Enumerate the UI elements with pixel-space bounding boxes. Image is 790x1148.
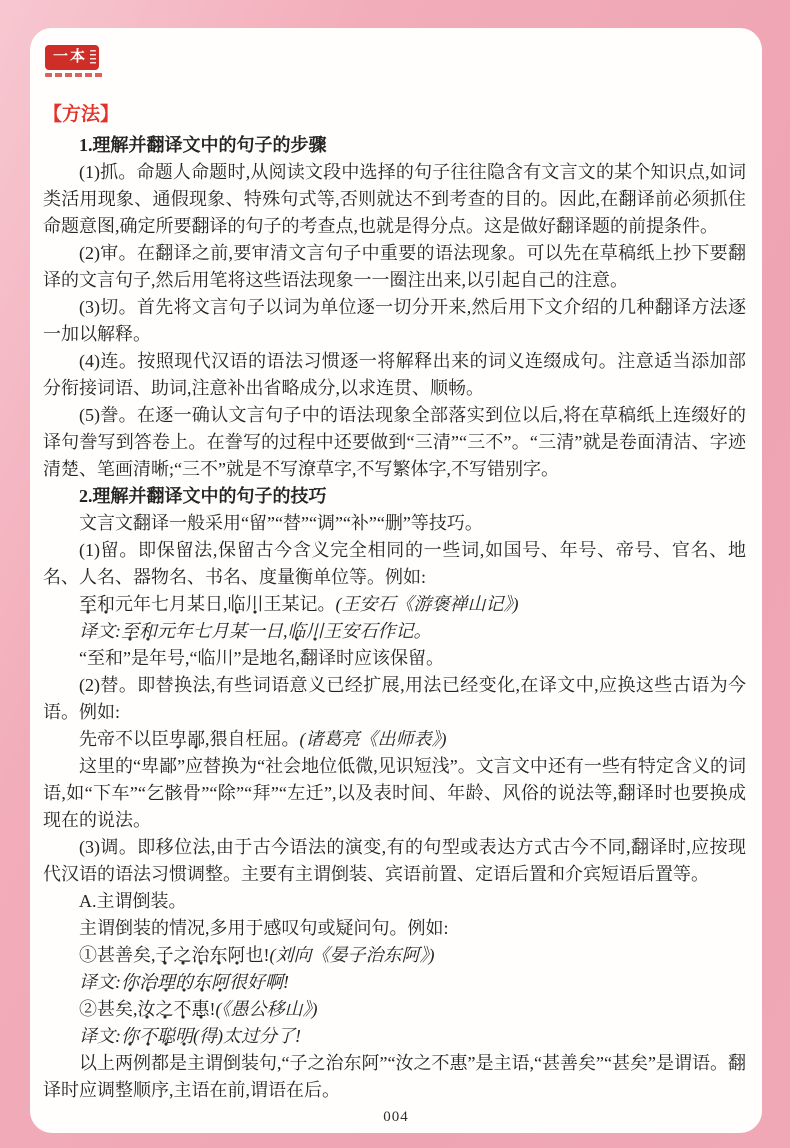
paragraph xyxy=(43,1023,746,1050)
emphasized-text-run: 你治理的东阿 xyxy=(121,972,229,992)
paragraph xyxy=(43,753,746,834)
brand-logo-side-marks-icon xyxy=(90,50,96,64)
text-run: (1)抓。命题人命题时,从阅读文段中选择的句子往往隐含有文言文的某个知识点,如词类活用现象、通假现象、特殊句式等,否则就达不到考查的目的。因此,在翻译前必须抓住命题意图,确定所要翻译的句子的考查点,也就是得分点。这是做好翻译题的前提条件。 xyxy=(43,162,746,236)
text-run: (3)切。首先将文言句子以词为单位逐一切分开来,然后用下文介绍的几种翻译方法逐一加以解释。 xyxy=(43,297,746,344)
heading-paragraph xyxy=(43,132,746,159)
paragraph xyxy=(43,1050,746,1104)
paragraph xyxy=(43,942,746,969)
page-number: 004 xyxy=(383,1109,409,1125)
paragraph xyxy=(43,645,746,672)
text-run: 王某记。 xyxy=(263,594,336,614)
text-run: (刘向《晏子治东阿》) xyxy=(269,945,435,965)
text-run: 以上两例都是主谓倒装句,“子之治东阿”“汝之不惠”是主语,“甚善矣”“甚矣”是谓语。翻译时应调整顺序,主语在前,谓语在后。 xyxy=(43,1053,746,1100)
paragraph xyxy=(43,510,746,537)
text-run: 1.理解并翻译文中的句子的步骤 xyxy=(79,135,327,155)
text-run: (得)太过分了! xyxy=(193,1026,301,1046)
emphasized-text-run: 子之治东阿 xyxy=(155,945,246,965)
paragraph xyxy=(43,294,746,348)
text-run: 也! xyxy=(245,945,270,965)
text-run: (1)留。即保留法,保留古今含义完全相同的一些词,如国号、年号、帝号、官名、地名、人名、器物名、书名、度量衡单位等。例如: xyxy=(43,540,746,587)
page-content-card xyxy=(30,28,762,1133)
text-run: (3)调。即移位法,由于古今语法的演变,有的句型或表达方式古今不同,翻译时,应按现代汉语的语法习惯调整。主要有主谓倒装、宾语前置、定语后置和介宾短语后置等。 xyxy=(43,837,746,884)
emphasized-text-run: 临川 xyxy=(227,594,264,614)
emphasized-text-run: 至和 xyxy=(79,594,115,614)
paragraph xyxy=(43,834,746,888)
text-run: 元年七月某日, xyxy=(115,594,228,614)
text-run: 王安石作记。 xyxy=(323,621,432,641)
section-label-method: 【方法】 xyxy=(43,104,120,125)
emphasized-text-run: 至和 xyxy=(121,621,157,641)
emphasized-text-run: 卑鄙 xyxy=(169,729,205,749)
paragraph xyxy=(43,348,746,402)
brand-logo-text: 一本 xyxy=(52,49,87,65)
text-run: (王安石《游褒禅山记》) xyxy=(335,594,519,614)
emphasized-text-run: 你不聪明 xyxy=(121,1026,193,1046)
paragraph xyxy=(43,537,746,591)
text-run: (4)连。按照现代汉语的语法习惯逐一将解释出来的词义连缀成句。注意适当添加部分衔接词语、助词,注意补出省略成分,以求连贯、顺畅。 xyxy=(43,351,746,398)
text-run: “至和”是年号,“临川”是地名,翻译时应该保留。 xyxy=(79,648,444,668)
paragraph xyxy=(43,240,746,294)
text-run: 主谓倒装的情况,多用于感叹句或疑问句。例如: xyxy=(79,918,449,938)
text-run: (诸葛亮《出师表》) xyxy=(299,729,447,749)
brand-logo-subtext-marks xyxy=(45,73,103,77)
text-run: 文言文翻译一般采用“留”“替”“调”“补”“删”等技巧。 xyxy=(79,513,483,533)
text-run: (2)替。即替换法,有些词语意义已经扩展,用法已经变化,在译文中,应换这些古语为今语。例如: xyxy=(43,675,746,722)
text-run: ①甚善矣, xyxy=(79,945,156,965)
text-run: ②甚矣, xyxy=(79,999,138,1019)
text-run: A.主谓倒装。 xyxy=(79,891,187,911)
paragraph xyxy=(43,969,746,996)
text-run: 很好啊! xyxy=(229,972,289,992)
text-run: (2)审。在翻译之前,要审清文言句子中重要的语法现象。可以先在草稿纸上抄下要翻译的文言句子,然后用笔将这些语法现象一一圈注出来,以引起自己的注意。 xyxy=(43,243,746,290)
paragraph xyxy=(43,915,746,942)
brand-logo xyxy=(45,45,746,77)
paragraph xyxy=(43,618,746,645)
paragraph xyxy=(43,726,746,753)
text-run: (《愚公移山》) xyxy=(215,999,318,1019)
text-run: (5)誊。在逐一确认文言句子中的语法现象全部落实到位以后,将在草稿纸上连缀好的译句誊写到答卷上。在誊写的过程中还要做到“三清”“三不”。“三清”就是卷面清洁、字迹清楚、笔画清晰;“三不”就是不写潦草字,不写繁体字,不写错别字。 xyxy=(43,405,746,479)
emphasized-text-run: 临川 xyxy=(287,621,324,641)
emphasized-text-run: 汝之不惠 xyxy=(137,999,210,1019)
paragraph xyxy=(43,159,746,240)
text-run: 译文: xyxy=(79,1026,121,1046)
paragraph xyxy=(43,996,746,1023)
text-run: 先帝不以臣 xyxy=(79,729,169,749)
text-run: 译文: xyxy=(79,972,121,992)
heading-paragraph xyxy=(43,483,746,510)
brand-logo-box xyxy=(45,45,99,70)
text-run: 元年七月某一日, xyxy=(157,621,288,641)
method-text-body xyxy=(43,132,746,1104)
text-run: 2.理解并翻译文中的句子的技巧 xyxy=(79,486,327,506)
paragraph xyxy=(43,672,746,726)
text-run: ,猥自枉屈。 xyxy=(205,729,300,749)
paragraph xyxy=(43,888,746,915)
text-run: 译文: xyxy=(79,621,121,641)
text-run: ! xyxy=(209,999,216,1019)
paragraph xyxy=(43,591,746,618)
text-run: 这里的“卑鄙”应替换为“社会地位低微,见识短浅”。文言文中还有一些有特定含义的词语,如“下车”“乞骸骨”“除”“拜”“左迁”,以及表时间、年龄、风俗的说法等,翻译时也要换成现在的说法。 xyxy=(43,756,746,830)
paragraph xyxy=(43,402,746,483)
